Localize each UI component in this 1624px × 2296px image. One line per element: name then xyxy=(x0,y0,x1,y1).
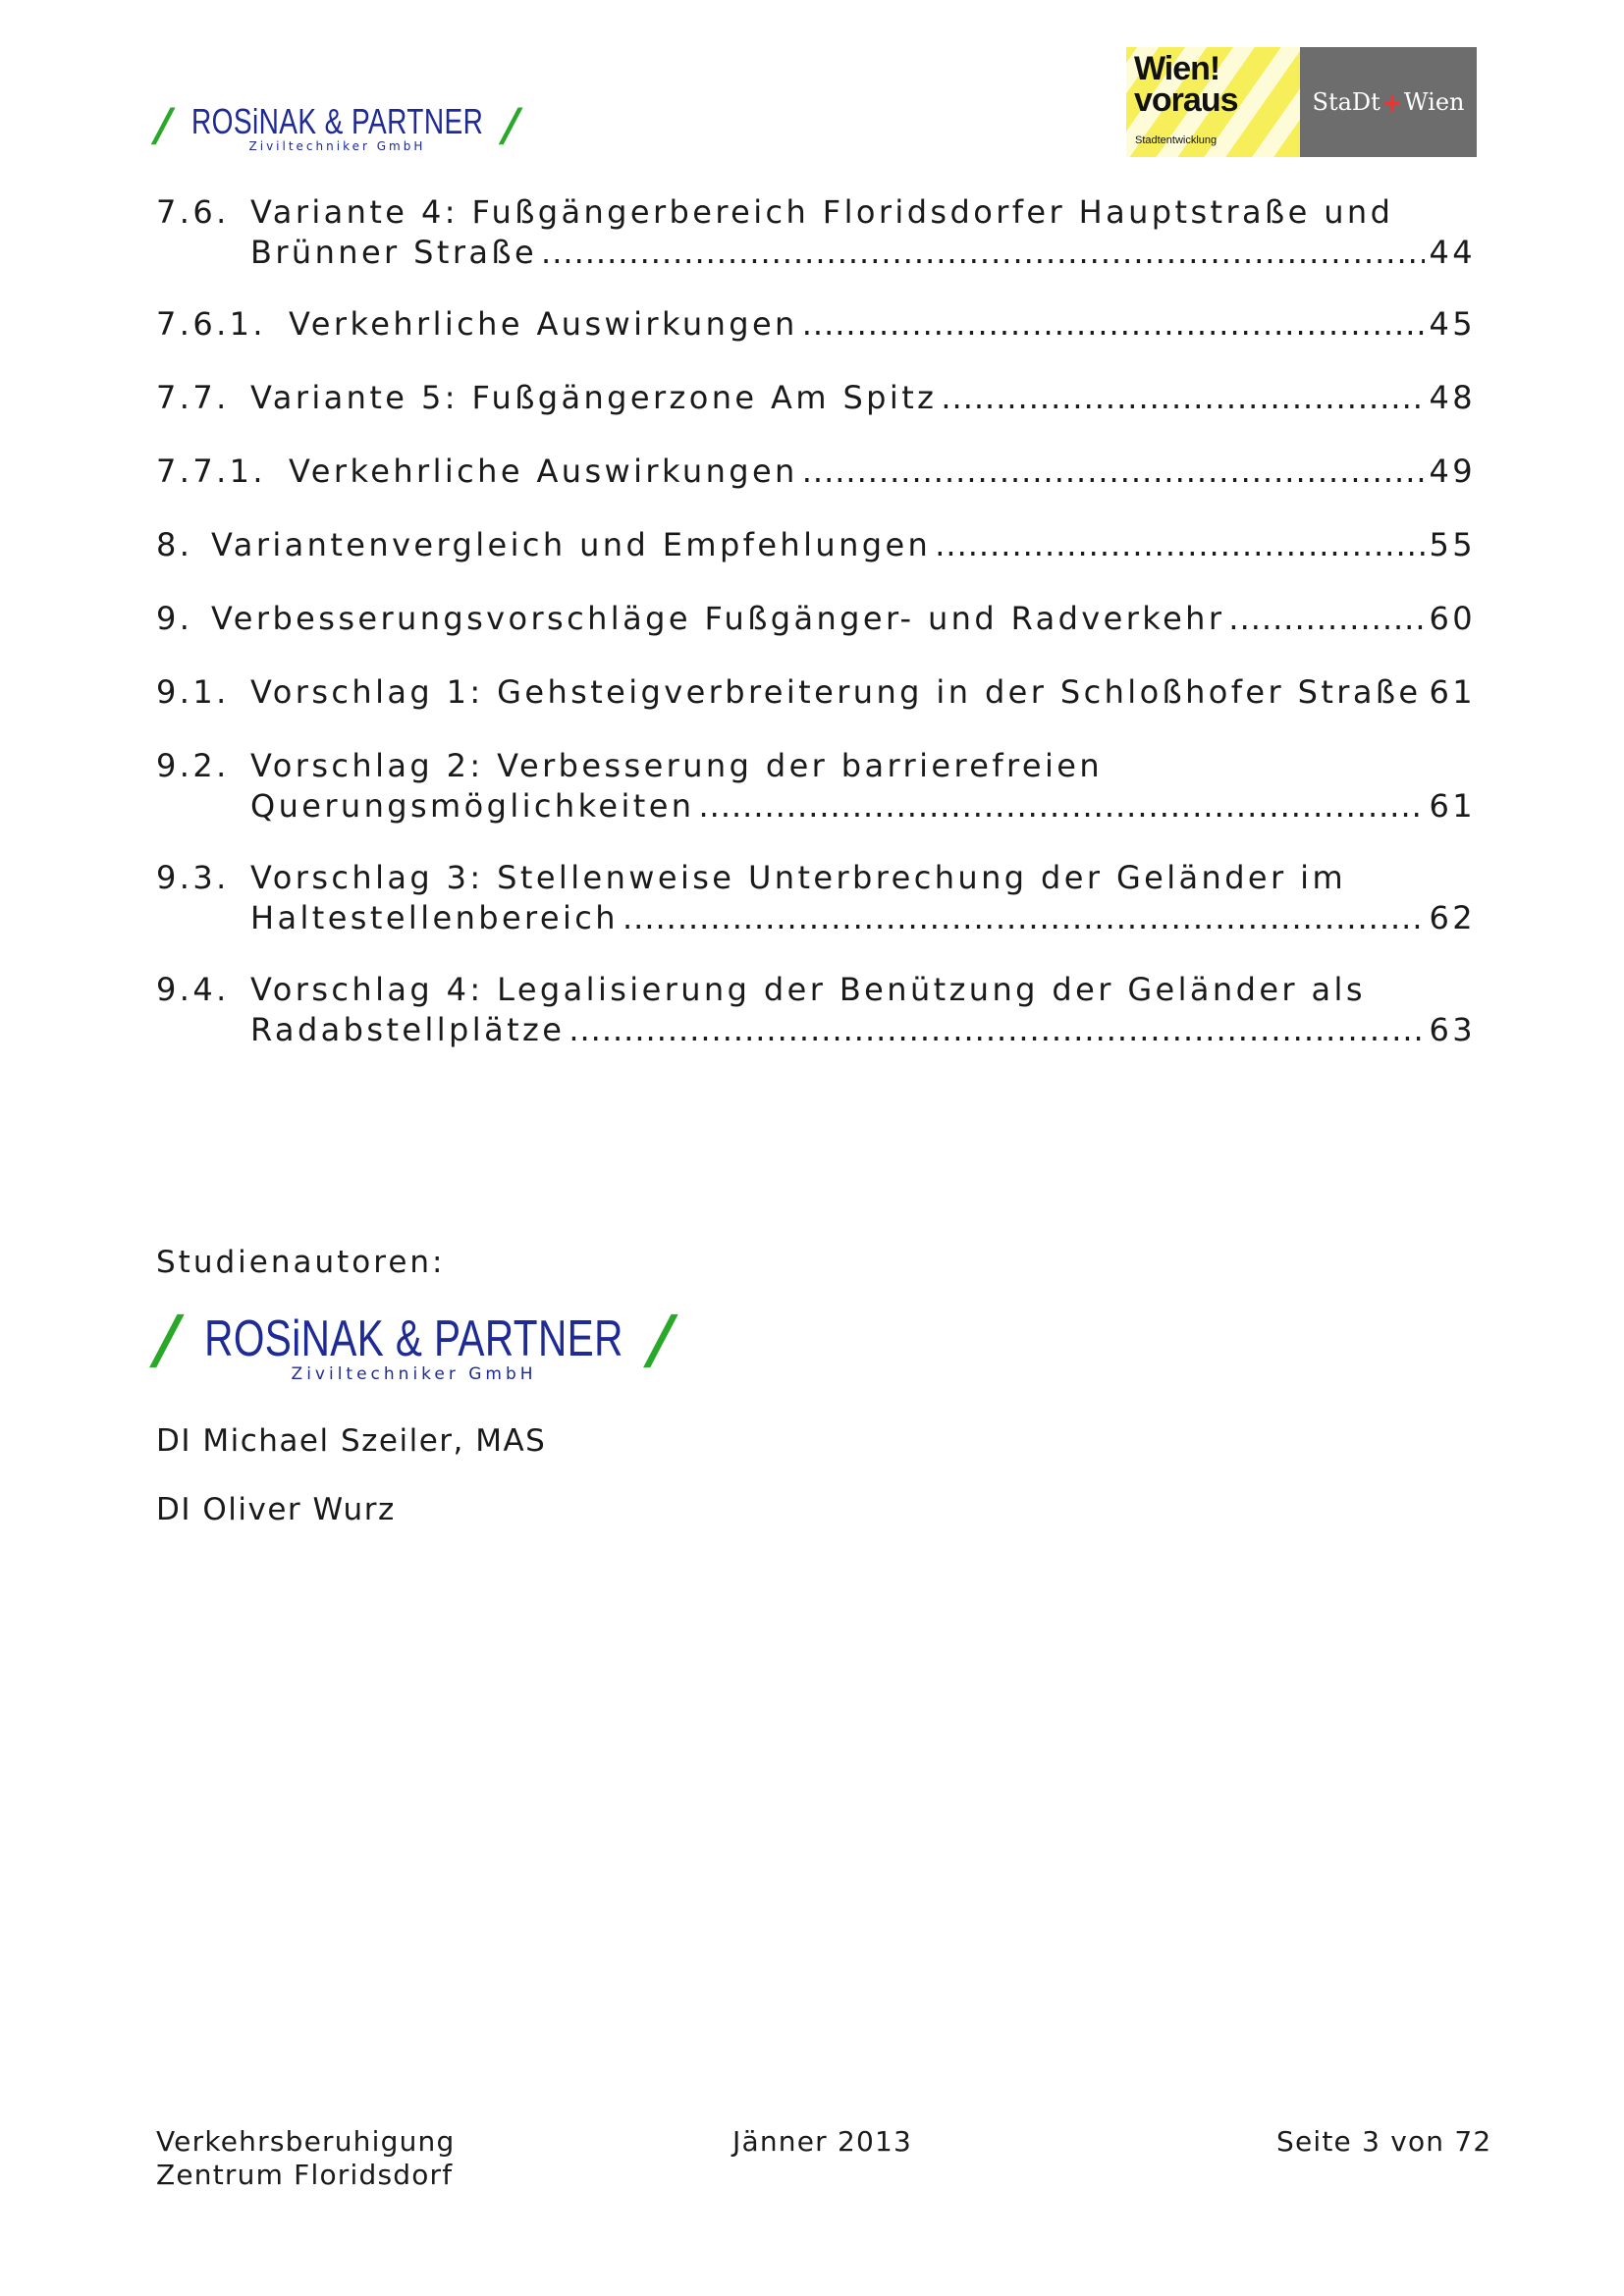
toc-number: 7.6.1. xyxy=(156,305,266,343)
toc-page-number: 49 xyxy=(1429,453,1476,490)
toc-number: 8. xyxy=(156,526,193,563)
toc-number: 7.6. xyxy=(156,193,230,231)
toc-page-number: 48 xyxy=(1429,379,1476,416)
toc-page-number: 44 xyxy=(1429,234,1476,271)
toc-entry[interactable] xyxy=(156,970,1476,1050)
toc-title: Verkehrliche Auswirkungen xyxy=(289,453,798,490)
toc-entry[interactable] xyxy=(156,746,1476,827)
toc-title-line2: Haltestellenbereich xyxy=(250,899,619,936)
rosinak-partner-logo-authors xyxy=(146,1302,681,1384)
toc-page-number: 61 xyxy=(1429,673,1476,711)
author-name: DI Oliver Wurz xyxy=(156,1492,396,1527)
stadt-wien-logo xyxy=(1300,47,1477,157)
footer-page-number: Seite 3 von 72 xyxy=(1276,2125,1492,2158)
wien-voraus-logo xyxy=(1126,47,1300,157)
logo-slash-right: / xyxy=(497,98,525,151)
author-name: DI Michael Szeiler, MAS xyxy=(156,1423,547,1459)
toc-entry[interactable] xyxy=(156,672,1476,713)
toc-entry[interactable] xyxy=(156,452,1476,492)
toc-number: 9. xyxy=(156,600,193,637)
toc-leader-dots xyxy=(619,898,1426,938)
toc-number: 7.7. xyxy=(156,379,230,416)
logo-firm-subtitle: Ziviltechniker GmbH xyxy=(248,139,426,153)
toc-page-number: 55 xyxy=(1429,526,1476,563)
toc-leader-dots xyxy=(937,378,1425,418)
toc-number: 9.3. xyxy=(156,859,230,896)
toc-leader-dots xyxy=(1224,599,1425,639)
toc-number: 7.7.1. xyxy=(156,453,266,490)
wien-voraus-line2: voraus xyxy=(1134,81,1238,119)
toc-title: Variantenvergleich und Empfehlungen xyxy=(211,526,932,563)
wien-voraus-line3: Stadtentwicklung xyxy=(1135,134,1218,146)
wien-voraus-line1: Wien! xyxy=(1134,50,1220,87)
toc-entry[interactable] xyxy=(156,378,1476,418)
toc-entry[interactable] xyxy=(156,192,1476,273)
toc-leader-dots xyxy=(694,786,1425,827)
toc-page-number: 60 xyxy=(1429,600,1476,637)
toc-title-line2: Radabstellplätze xyxy=(250,1011,566,1048)
toc-page-number: 45 xyxy=(1429,305,1476,343)
toc-title: Vorschlag 1: Gehsteigverbreiterung in der Schloßhofer Straße xyxy=(250,673,1422,711)
toc-leader-dots xyxy=(798,452,1426,492)
footer-date: Jänner 2013 xyxy=(732,2125,913,2158)
logo-firm-name: ROSiNAK & PARTNER xyxy=(204,1310,623,1367)
toc-title-line2: Querungsmöglichkeiten xyxy=(250,787,695,825)
toc-title: Verkehrliche Auswirkungen xyxy=(289,305,798,343)
footer-title-line1: Verkehrsberuhigung xyxy=(156,2125,456,2158)
footer-title-line2: Zentrum Floridsdorf xyxy=(156,2159,454,2191)
toc-page-number: 62 xyxy=(1429,899,1476,936)
toc-leader-dots xyxy=(798,304,1426,345)
toc-title-line1: Variante 4: Fußgängerbereich Floridsdorfer Hauptstraße und xyxy=(250,193,1394,231)
toc-title: Verbesserungsvorschläge Fußgänger- und Radverkehr xyxy=(211,600,1225,637)
toc-title-line1: Vorschlag 2: Verbesserung der barrierefreien xyxy=(250,747,1104,784)
logo-text xyxy=(172,102,503,153)
vienna-cross-icon: + xyxy=(1381,87,1402,117)
toc-entry[interactable] xyxy=(156,304,1476,345)
toc-title-line2: Brünner Straße xyxy=(250,234,538,271)
stadt-wien-right: Wien xyxy=(1403,88,1465,116)
toc-number: 9.1. xyxy=(156,673,230,711)
toc-leader-dots xyxy=(537,233,1425,273)
logo-slash-left: / xyxy=(146,1302,188,1377)
toc-entry[interactable] xyxy=(156,599,1476,639)
toc-leader-dots xyxy=(931,525,1425,565)
logo-firm-subtitle: Ziviltechniker GmbH xyxy=(291,1364,537,1384)
toc-title-line1: Vorschlag 4: Legalisierung der Benützung der Geländer als xyxy=(250,971,1366,1008)
logo-text xyxy=(179,1308,649,1384)
logo-firm-name: ROSiNAK & PARTNER xyxy=(190,101,484,141)
toc-number: 9.4. xyxy=(156,971,230,1008)
toc-title-line1: Vorschlag 3: Stellenweise Unterbrechung der Geländer im xyxy=(250,859,1347,896)
table-of-contents xyxy=(156,192,1476,1082)
toc-page-number: 61 xyxy=(1429,787,1476,825)
authors-label: Studienautoren: xyxy=(156,1245,446,1280)
logo-slash-right: / xyxy=(640,1302,681,1377)
toc-entry[interactable] xyxy=(156,525,1476,565)
logo-slash-left: / xyxy=(149,98,178,151)
toc-leader-dots xyxy=(565,1010,1425,1050)
rosinak-partner-logo-header xyxy=(149,98,525,153)
toc-entry[interactable] xyxy=(156,858,1476,938)
toc-number: 9.2. xyxy=(156,747,230,784)
toc-page-number: 63 xyxy=(1429,1011,1476,1048)
toc-title: Variante 5: Fußgängerzone Am Spitz xyxy=(250,379,938,416)
footer-project-title xyxy=(156,2125,455,2192)
stadt-wien-left: StaDt xyxy=(1312,88,1380,116)
